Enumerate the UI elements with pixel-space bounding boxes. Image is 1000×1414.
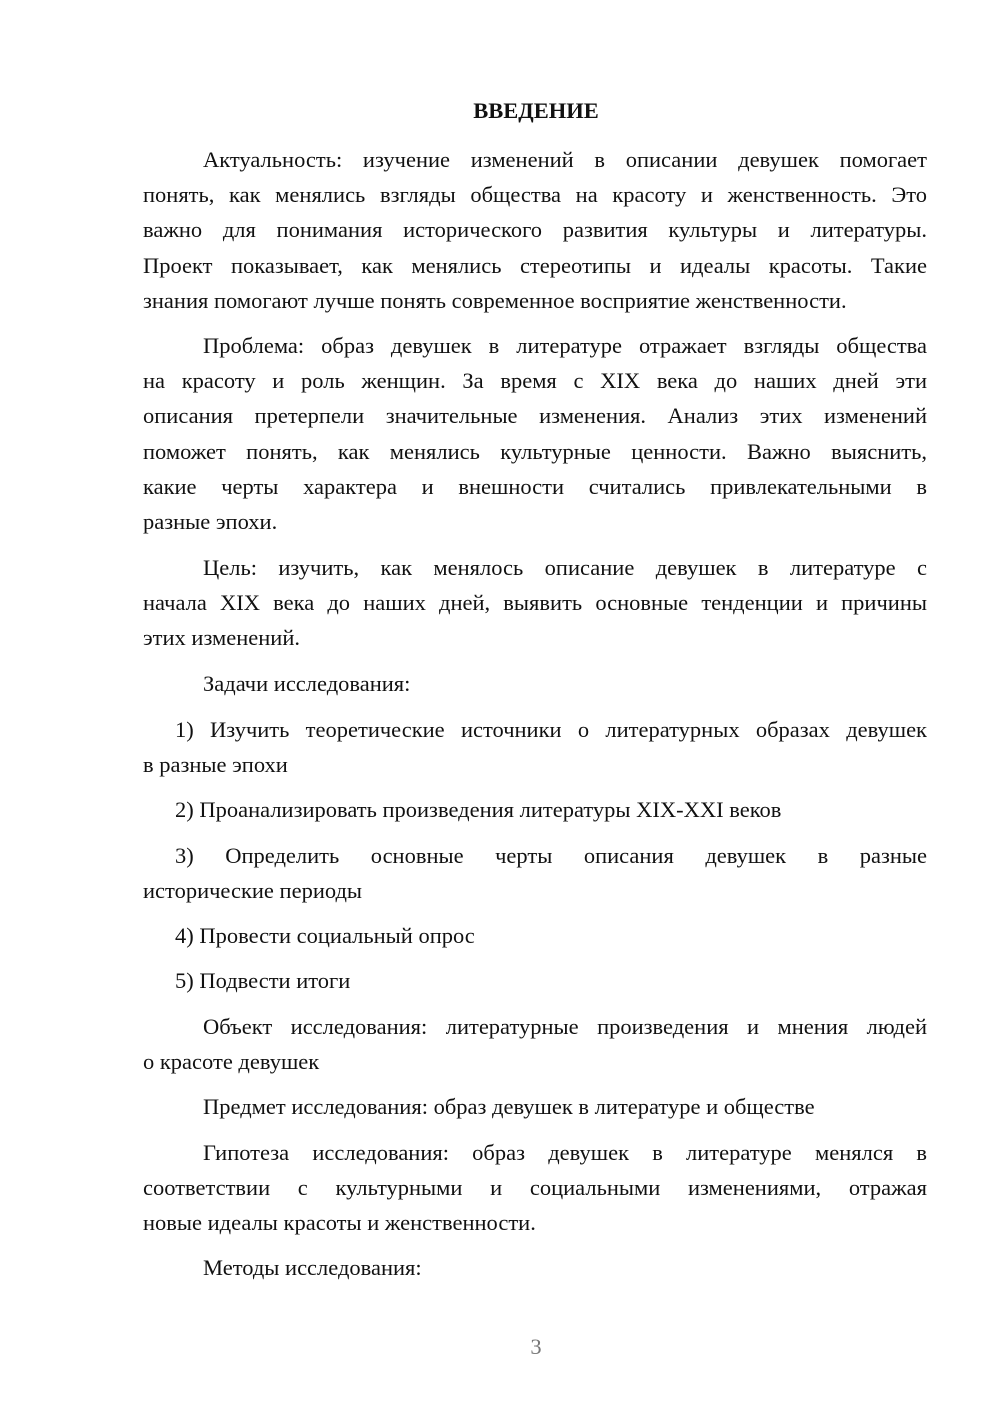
- methods-heading: [143, 1250, 927, 1285]
- paragraph-relevance: [143, 142, 927, 318]
- text-line: 5) Подвести итоги: [175, 968, 351, 993]
- text-line: Проблема: образ девушек в литературе отражает взгляды общества: [203, 333, 927, 358]
- text-line: важно для понимания исторического развития культуры и литературы.: [143, 217, 927, 243]
- text-line: на красоту и роль женщин. За время с XIX века до наших дней эти: [143, 368, 927, 394]
- text-line: Объект исследования: литературные произведения и мнения людей: [203, 1014, 927, 1039]
- text-line: какие черты характера и внешности считались привлекательными в: [143, 473, 927, 499]
- tasks-heading: [143, 666, 927, 701]
- text-line: Методы исследования:: [203, 1255, 422, 1280]
- paragraph-problem: [143, 328, 927, 539]
- text-line: новые идеалы красоты и женственности.: [143, 1210, 536, 1236]
- task-item-3: [143, 838, 927, 908]
- text-line: поможет понять, как менялись культурные ценности. Важно выяснить,: [143, 438, 927, 464]
- task-item-1: [143, 712, 927, 782]
- paragraph-hypothesis: [143, 1135, 927, 1241]
- text-line: 1) Изучить теоретические источники о литературных образах девушек: [175, 717, 927, 742]
- task-item-5: [143, 963, 927, 998]
- text-line: Предмет исследования: образ девушек в литературе и обществе: [203, 1094, 815, 1119]
- text-line: этих изменений.: [143, 625, 301, 651]
- text-line: исторические периоды: [143, 878, 363, 904]
- paragraph-goal: [143, 550, 927, 656]
- text-line: Цель: изучить, как менялось описание девушек в литературе с: [203, 555, 927, 580]
- text-line: разные эпохи.: [143, 509, 278, 535]
- task-item-4: [143, 918, 927, 953]
- task-item-2: [143, 792, 927, 827]
- text-line: о красоте девушек: [143, 1049, 320, 1075]
- text-line: знания помогают лучше понять современное восприятие женственности.: [143, 287, 847, 313]
- paragraph-subject: [143, 1089, 927, 1124]
- text-line: Актуальность: изучение изменений в описании девушек помогает: [203, 147, 927, 172]
- text-line: понять, как менялись взгляды общества на красоту и женственность. Это: [143, 182, 927, 208]
- text-line: Задачи исследования:: [203, 671, 411, 696]
- text-line: соответствии с культурными и социальными изменениями, отражая: [143, 1175, 927, 1201]
- text-line: 2) Проанализировать произведения литературы XIX-XXI веков: [175, 797, 782, 822]
- section-title: ВВЕДЕНИЕ: [473, 98, 599, 123]
- text-line: 3) Определить основные черты описания девушек в разные: [175, 843, 927, 868]
- page-number: 3: [530, 1334, 542, 1359]
- text-line: Проект показывает, как менялись стереотипы и идеалы красоты. Такие: [143, 252, 927, 278]
- text-line: 4) Провести социальный опрос: [175, 923, 475, 948]
- text-line: Гипотеза исследования: образ девушек в литературе менялся в: [203, 1140, 927, 1165]
- paragraph-object: [143, 1009, 927, 1079]
- text-line: начала XIX века до наших дней, выявить основные тенденции и причины: [143, 590, 927, 616]
- text-line: в разные эпохи: [143, 752, 288, 778]
- text-line: описания претерпели значительные изменения. Анализ этих изменений: [143, 403, 927, 429]
